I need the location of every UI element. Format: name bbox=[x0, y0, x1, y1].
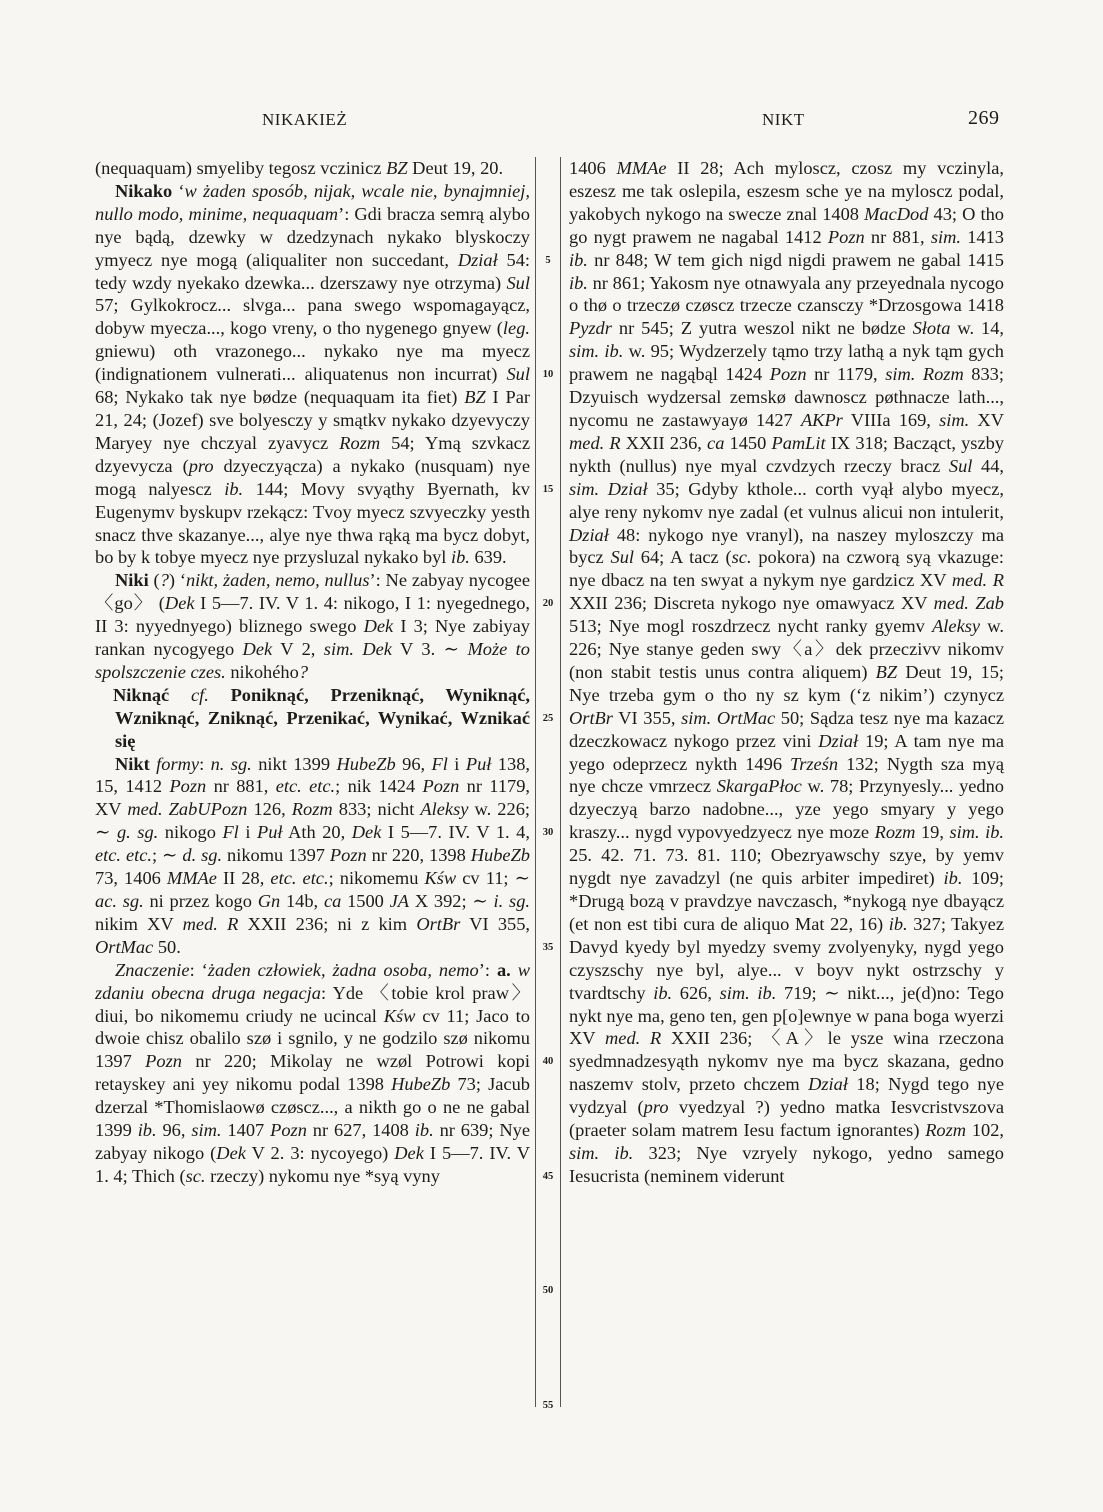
italic-text: JA bbox=[389, 891, 410, 911]
italic-text: Sul bbox=[506, 364, 530, 385]
dictionary-paragraph bbox=[95, 180, 530, 569]
italic-text: BZ bbox=[386, 158, 408, 178]
italic-text: Dek bbox=[351, 822, 382, 843]
body-text: nr 881, bbox=[206, 776, 276, 797]
body-text: 68; Nykako tak nye bødze (nequaquam ita fiet) bbox=[95, 387, 465, 408]
italic-text: pro bbox=[188, 455, 214, 476]
italic-text: ? bbox=[298, 661, 309, 682]
running-header bbox=[0, 104, 1103, 134]
dictionary-paragraph bbox=[95, 157, 530, 180]
italic-text: ib. bbox=[224, 478, 244, 499]
body-text: ’: bbox=[478, 959, 497, 980]
body-text: 57; Gylkokrocz... slvga... pana swego wspomagayącz, dobyw myecza..., kogo vreny, o tho nygenego gnyew ( bbox=[95, 295, 530, 339]
body-text: 109; *Drugą bozą v pravdzye navczasch, *nykogą nye dbayącz (et non est tibi cura de aliquo Mat 22, 16) bbox=[569, 868, 1004, 934]
body-text: nikogo bbox=[158, 822, 223, 843]
italic-text: Pozn bbox=[769, 364, 807, 385]
body-text: 50; Sądza tesz nye ma kazacz dzeczkowacz nykogo przez vini bbox=[569, 707, 1004, 751]
italic-text: ? bbox=[159, 570, 169, 591]
line-number: 10 bbox=[542, 369, 554, 381]
body-text: ; nikomemu bbox=[328, 868, 425, 889]
italic-text: ib. bbox=[569, 249, 588, 270]
italic-text: PamLit bbox=[771, 432, 826, 453]
left-column bbox=[95, 157, 530, 1188]
body-text: : Yde 〈tobie krol praw〉diui, bo nikomemu criudy ne ucincal bbox=[95, 982, 530, 1026]
body-text: nr 1179, bbox=[806, 364, 886, 385]
body-text: 639. bbox=[469, 547, 507, 568]
line-number: 5 bbox=[545, 254, 551, 266]
body-text: V 3. ∼ bbox=[391, 639, 468, 660]
italic-text: Puł bbox=[465, 753, 492, 774]
body-text: nr 639; Nye zabyay nikogo ( bbox=[95, 1120, 531, 1163]
italic-text: Dział bbox=[457, 249, 498, 270]
italic-text: HubeZb bbox=[470, 845, 531, 866]
italic-text: Pozn bbox=[827, 226, 865, 247]
body-text: 327; Takyez Davyd kyedy byl myedzy svemy zvolyenyky, nygd yego czyszschy nye byl, alye... v boyv nykt ostrzschy y tvardtschy bbox=[569, 913, 1004, 1003]
body-text: 833; Dzyuisch wydzersal zemskø dawnoscz pøthnacze lath..., nycomu ne zastawyayø 1427 bbox=[569, 364, 1004, 430]
italic-text: Pozn bbox=[270, 1120, 307, 1141]
body-text: I 5—7. IV. V 1. 4, bbox=[381, 822, 530, 843]
italic-text: SkargaPłoc bbox=[716, 776, 802, 797]
italic-text: formy bbox=[156, 753, 200, 774]
body-text: rzeczy) nykomu nye *syą vyny bbox=[205, 1165, 440, 1186]
body-text: w. 14, bbox=[950, 318, 1004, 339]
italic-text: Rozm bbox=[291, 799, 333, 820]
italic-text: med. R bbox=[605, 1028, 662, 1049]
body-text: 126, bbox=[247, 799, 292, 820]
italic-text: Dek bbox=[242, 639, 273, 660]
header-left-headword: NIKAKIEŻ bbox=[262, 110, 348, 129]
italic-text: ib. bbox=[137, 1120, 157, 1141]
italic-text: Aleksy bbox=[420, 799, 469, 820]
body-text: Deut 19, 15; Nye trzeba gym o tho ny sz kym (‘z nikim’) czynycz bbox=[569, 661, 1004, 705]
body-text: XXII 236, bbox=[620, 432, 708, 453]
body-text: 19; A tam nye ma yego odeprzecz nykth 1496 bbox=[569, 730, 1004, 774]
italic-text: żaden człowiek, żadna osoba, nemo bbox=[207, 959, 479, 980]
body-text: VI 355, bbox=[460, 913, 531, 934]
italic-text: Kśw bbox=[424, 868, 457, 889]
italic-text: Sul bbox=[948, 455, 973, 476]
italic-text: sc. bbox=[185, 1165, 206, 1186]
body-text: nr 1179, XV bbox=[95, 776, 531, 820]
body-text: ( bbox=[148, 570, 160, 591]
italic-text: Dział bbox=[818, 730, 859, 751]
italic-text: leg. bbox=[502, 318, 530, 339]
italic-text: Dek bbox=[363, 616, 394, 637]
body-text: 14b, bbox=[280, 891, 324, 911]
italic-text: sim. OrtMac bbox=[681, 707, 776, 728]
italic-text: Sul bbox=[610, 547, 635, 568]
body-text: 1406 bbox=[569, 158, 617, 178]
italic-text: Może to spolszczenie czes. bbox=[95, 639, 530, 682]
body-text: cv 11; Jaco to dwoie chisz obalilo szø i sgnilo, y ne godzilo szø nikomu 1397 bbox=[95, 1005, 530, 1072]
body-text: ; nik 1424 bbox=[335, 776, 423, 797]
italic-text: nikt, żaden, nemo, nullus bbox=[185, 570, 370, 591]
italic-text: BZ bbox=[464, 387, 486, 408]
headword: Poniknąć, Przeniknąć, Wyniknąć, Wzniknąć, Zniknąć, Przenikać, Wynikać, Wznikać się bbox=[115, 684, 530, 751]
body-text: 138, 15, 1412 bbox=[95, 753, 530, 797]
body-text: nr 861; Yakosm nye otnawyala any przeyednala nycogo o thø o trzeczø czøscz trzecze czansczy *Drzosgowa 1418 bbox=[569, 272, 1004, 316]
body-text: IX 318; Bacząct, yszby nykth (nullus) nye myal czvdzych rzeczy bracz bbox=[569, 432, 1004, 476]
body-text: I 5—7. IV. V 1. 4; Thich ( bbox=[95, 1142, 530, 1186]
body-text: dzyeczyącza) a nykako (nusquam) nye mogą nalyescz bbox=[95, 455, 530, 499]
body-text: Deut 19, 20. bbox=[407, 158, 504, 178]
body-text: vyedzyal ?) yedno matka Iesvcristvszova (praeter solam matrem Iesu factum ignorantes) bbox=[569, 1097, 1004, 1141]
italic-text: HubeZb bbox=[391, 1074, 451, 1095]
body-text: V 2, bbox=[272, 639, 324, 660]
body-text: 73, 1406 bbox=[95, 868, 167, 889]
italic-text: med. ZabUPozn bbox=[127, 799, 248, 820]
body-text: 132; Nygth sza myą nye chcze vmrzecz bbox=[569, 753, 1004, 797]
italic-text: Gn bbox=[257, 891, 281, 911]
body-text: 54: tedy wzdy nyekako dzewka... dzerszawy nye otrzyma) bbox=[95, 249, 530, 293]
italic-text: Dek bbox=[216, 1142, 246, 1163]
italic-text: ca bbox=[707, 432, 725, 453]
italic-text: Dział bbox=[808, 1074, 848, 1095]
italic-text: Pozn bbox=[145, 1051, 182, 1072]
italic-text: sim. bbox=[191, 1120, 222, 1141]
body-text: 54; Ymą szvkacz dzyevycza ( bbox=[95, 432, 530, 476]
body-text: 19, bbox=[915, 822, 950, 843]
italic-text: AKPr bbox=[800, 409, 843, 430]
italic-text: w żaden sposób, nijak, wcale nie, bynajmniej, nullo modo, minime, nequaquam bbox=[95, 180, 530, 224]
body-text: w. 78; Przynyesly... yedno dzyeczyą barzo nadobne..., yze yego smyary y yego kraszy... nygd vypovyedzyecz nye moze bbox=[569, 776, 1005, 843]
line-number: 15 bbox=[542, 483, 554, 495]
page-number: 269 bbox=[968, 107, 1000, 129]
italic-text: MacDod bbox=[864, 203, 929, 224]
body-text: cv 11; ∼ bbox=[456, 868, 530, 889]
headword: Niknąć bbox=[113, 684, 170, 705]
dictionary-paragraph bbox=[95, 684, 530, 753]
body-text: 513; Nye mogl roszdrzecz nycht ranky gyemv bbox=[569, 616, 933, 637]
body-text: 25. 42. 71. 73. 81. 110; Obezryawschy szye, by yemv nygdt nye zavadzyl (ne quis arbiter impediret) bbox=[569, 845, 1004, 889]
italic-text: BZ bbox=[875, 661, 898, 682]
dictionary-paragraph bbox=[95, 959, 530, 1188]
dictionary-paragraph bbox=[95, 753, 530, 959]
italic-text: sim. Dek bbox=[323, 639, 392, 660]
italic-text: OrtBr bbox=[416, 913, 461, 934]
italic-text: Fl bbox=[222, 822, 239, 843]
body-text: w. 226; Nye stanye geden swy〈a〉dek przeczivv nikomv (non stabit testis unus contra aliquem) bbox=[569, 616, 1004, 682]
body-text: 719; ∼ nikt..., je(d)no: Tego nykt nye ma, geno ten, gen p[o]ewnye w pana boga wyerzi XV bbox=[569, 982, 1004, 1049]
body-text: 96, bbox=[156, 1120, 192, 1141]
line-number: 45 bbox=[542, 1170, 554, 1182]
italic-text: MMAe bbox=[616, 158, 667, 178]
body-text: Ath 20, bbox=[282, 822, 352, 843]
italic-text: sc. bbox=[731, 547, 752, 568]
body-text: nr 545; Z yutra weszol nikt ne bødze bbox=[611, 318, 913, 339]
header-right-headword: NIKT bbox=[762, 110, 805, 129]
italic-text: ib. bbox=[653, 982, 673, 1003]
italic-text: w zdaniu obecna druga negacja bbox=[95, 959, 530, 1003]
italic-text: etc. etc. bbox=[270, 868, 329, 889]
italic-text: med. R bbox=[182, 913, 239, 934]
body-text: 35; Gdyby kthole... corth vyął alybo myecz, alye reny nykomv nye zadal (et vulnus alicui non intulerit, bbox=[569, 478, 1004, 522]
body-text: VI 355, bbox=[612, 707, 682, 728]
body-text: X 392; ∼ bbox=[409, 891, 494, 911]
italic-text: Dek bbox=[164, 593, 195, 614]
body-text: 64; A tacz ( bbox=[634, 547, 732, 568]
italic-text: sim. Dział bbox=[569, 478, 648, 499]
right-column bbox=[569, 157, 1004, 1188]
italic-text: ac. sg. bbox=[95, 891, 144, 911]
body-text: nikomu 1397 bbox=[222, 845, 330, 866]
body-text: 96, bbox=[395, 753, 432, 774]
body-text: XV bbox=[969, 409, 1004, 430]
italic-text: MMAe bbox=[166, 868, 217, 889]
body-text: 1500 bbox=[341, 891, 390, 911]
italic-text: Rozm bbox=[874, 822, 916, 843]
italic-text: ib. bbox=[569, 272, 588, 293]
body-text: XXII 236; Discreta nykogo nye omawyacz XV bbox=[569, 593, 934, 614]
body-text: nr 220; Mikolay ne wzøl Potrowi kopi retayskey ani yey nikomu podal 1398 bbox=[95, 1051, 530, 1095]
italic-text: Znaczenie bbox=[115, 959, 190, 980]
italic-text: sim. ib. bbox=[569, 341, 624, 362]
body-text: 44, bbox=[972, 455, 1004, 476]
column-divider-left bbox=[535, 157, 536, 1407]
body-text: II 28; Ach myloscz, czosz my vczinyla, eszesz me tak oslepila, eszesm sche ye na myloscz podal, yakobych nykogo na swecze znal 1408 bbox=[569, 158, 1004, 224]
italic-text: Sul bbox=[506, 272, 530, 293]
italic-text: Trześn bbox=[790, 753, 839, 774]
body-text: XXII 236; 〈A〉le ysze wina rzeczona syedmnadzesyąth nykomv nye ma bycz skazana, gedno naszemv stolv, przeto chczem bbox=[569, 1028, 1005, 1095]
body-text: i bbox=[238, 822, 257, 843]
body-text: ) ‘ bbox=[168, 570, 186, 591]
body-text: 1407 bbox=[221, 1120, 271, 1141]
italic-text: HubeZb bbox=[336, 753, 396, 774]
headword: Nikt bbox=[115, 753, 150, 774]
body-text: 833; nicht bbox=[332, 799, 421, 820]
body-text: VIIIa 169, bbox=[842, 409, 940, 430]
body-text: : ‘ bbox=[189, 959, 208, 980]
line-number: 20 bbox=[542, 598, 554, 610]
body-text: nr 881, bbox=[864, 226, 931, 247]
body-text: nikohého bbox=[225, 661, 299, 682]
body-text: ’: Gdi bracza semrą alybo nye bądą, dzewky w dzedzynach nykako blyskoczy ymyecz nye mogą (aliqualiter non succedant, bbox=[95, 203, 530, 270]
headword: Nikako bbox=[115, 180, 173, 201]
italic-text: Pyzdr bbox=[569, 318, 612, 339]
body-text: w. 95; Wydzerzely tąmo trzy lathą a nyk tąm gych prawem ne nagąbąl 1424 bbox=[569, 341, 1004, 385]
body-text: 43; O tho go nygt prawem ne nagabal 1412 bbox=[569, 203, 1004, 247]
headword: Niki bbox=[115, 570, 149, 591]
italic-text: pro bbox=[643, 1097, 669, 1118]
line-number: 25 bbox=[542, 712, 554, 724]
italic-text: ca bbox=[323, 891, 342, 911]
line-number: 40 bbox=[542, 1056, 554, 1068]
italic-text: etc. etc. bbox=[95, 845, 153, 866]
italic-text: Pozn bbox=[169, 776, 207, 797]
italic-text: etc. etc. bbox=[275, 776, 336, 797]
italic-text: ib. bbox=[414, 1120, 434, 1141]
italic-text: ib. bbox=[888, 913, 908, 934]
italic-text: Pozn bbox=[329, 845, 367, 866]
italic-text: sim. ib. bbox=[949, 822, 1004, 843]
body-text: 1450 bbox=[724, 432, 772, 453]
italic-text: ib. bbox=[450, 547, 470, 568]
body-text: 1413 bbox=[961, 226, 1004, 247]
italic-text: cf. bbox=[190, 684, 209, 705]
italic-text: n. sg. bbox=[210, 753, 252, 774]
body-text: 144; Movy svyąthy Byernath, kv Eugenymv byskupv rzekącz: Tvoy myecz szvyeczky yesth snacz thve skazanye..., alye nye thwa rąką ma bycz dobyt, bo by k tobye myecz nye przysluzal nykako byl bbox=[95, 478, 530, 568]
body-text bbox=[209, 685, 231, 705]
body-text: 48: nykogo nye vranyl), na naszey myloszczy ma bycz bbox=[569, 524, 1004, 568]
italic-text: ib. bbox=[943, 868, 963, 889]
italic-text: med. R bbox=[951, 570, 1004, 591]
italic-text: sim. Rozm bbox=[885, 364, 964, 385]
body-text bbox=[169, 685, 191, 705]
italic-text: sim. bbox=[930, 226, 961, 247]
body-text: XXII 236; ni z kim bbox=[238, 913, 417, 934]
body-text: I Par 21, 24; (Jozef) sve bolyesczy y smątkv nykako dzyevyczy Maryey nye chczyal zyavycz bbox=[95, 387, 530, 453]
italic-text: med. Zab bbox=[933, 593, 1004, 614]
italic-text: sim. bbox=[939, 409, 970, 430]
dictionary-paragraph bbox=[569, 157, 1004, 1188]
body-text: nikt 1399 bbox=[251, 753, 337, 774]
body-text bbox=[511, 960, 518, 980]
body-text: 626, bbox=[672, 982, 720, 1003]
italic-text: Rozm bbox=[925, 1120, 967, 1141]
italic-text: OrtBr bbox=[569, 707, 613, 728]
italic-text: Dział bbox=[569, 524, 609, 545]
line-number: 50 bbox=[542, 1285, 554, 1297]
body-text: (nequaquam) smyeliby tegosz vczinicz bbox=[95, 158, 387, 178]
italic-text: sim. ib. bbox=[569, 1142, 634, 1163]
line-number: 35 bbox=[542, 941, 554, 953]
body-text: 73; Jacub dzerzal *Thomislaowø czøscz..., a nikth go o ne ne gabal 1399 bbox=[95, 1074, 530, 1141]
italic-text: Aleksy bbox=[932, 616, 981, 637]
body-text: I 5—7. IV. V 1. 4: nikogo, I 1: nyegednego, II 3: nyyednyego) bliznego swego bbox=[95, 593, 530, 637]
body-text: I 3; Nye zabiyay rankan nycogyego bbox=[95, 616, 530, 660]
italic-text: g. sg. bbox=[116, 822, 159, 843]
italic-text: Rozm bbox=[339, 432, 381, 453]
body-text: ; ∼ bbox=[152, 845, 183, 866]
body-text: V 2. 3: nycoyego) bbox=[245, 1142, 395, 1163]
line-number: 55 bbox=[542, 1399, 554, 1411]
body-text: 102, bbox=[966, 1120, 1005, 1141]
italic-text: Dek bbox=[394, 1142, 424, 1163]
body-text: ni przez kogo bbox=[143, 891, 258, 911]
italic-text: Słota bbox=[912, 318, 951, 339]
body-text: nr 848; W tem gich nigd nigdi prawem ne gabal 1415 bbox=[587, 249, 1004, 270]
body-text: 50. bbox=[153, 936, 181, 957]
body-text: II 28, bbox=[216, 868, 271, 889]
italic-text: i. sg. bbox=[493, 891, 530, 911]
dictionary-paragraph bbox=[95, 569, 530, 684]
body-text: nikim XV bbox=[95, 913, 183, 934]
italic-text: d. sg. bbox=[182, 845, 223, 866]
body-text: i bbox=[447, 753, 466, 774]
italic-text: sim. ib. bbox=[719, 982, 777, 1003]
italic-text: med. R bbox=[569, 432, 621, 453]
body-text: gniewu) oth vrazonego... nykako nye ma myecz (indignationem vulnerati... aliquatenus non incurrat) bbox=[95, 341, 530, 385]
line-number: 30 bbox=[542, 827, 554, 839]
body-text: ‘ bbox=[172, 180, 185, 201]
body-text: : bbox=[199, 753, 211, 774]
headword: a. bbox=[496, 959, 511, 980]
body-text: 18; Nygd tego nye vydzyal ( bbox=[569, 1074, 1004, 1118]
italic-text: Pozn bbox=[422, 776, 460, 797]
body-text: 323; Nye vzryely nykogo, yedno samego Iesucrista (neminem viderunt bbox=[569, 1142, 1004, 1186]
column-divider-right bbox=[560, 157, 561, 1407]
body-text: nr 220, 1398 bbox=[366, 845, 471, 866]
italic-text: Puł bbox=[257, 822, 283, 843]
italic-text: OrtMac bbox=[95, 936, 154, 957]
body-text: pokora) na czworą syą vkazuge: nye dbacz na ten swyat a nykym nye gardzicz XV bbox=[569, 547, 1004, 591]
body-text: w. 226; ∼ bbox=[95, 799, 531, 843]
italic-text: Fl bbox=[431, 753, 448, 774]
italic-text: Kśw bbox=[383, 1005, 416, 1026]
body-text: nr 627, 1408 bbox=[306, 1120, 415, 1141]
body-text: ’: Ne zabyay nycogee〈go〉 ( bbox=[95, 570, 530, 614]
